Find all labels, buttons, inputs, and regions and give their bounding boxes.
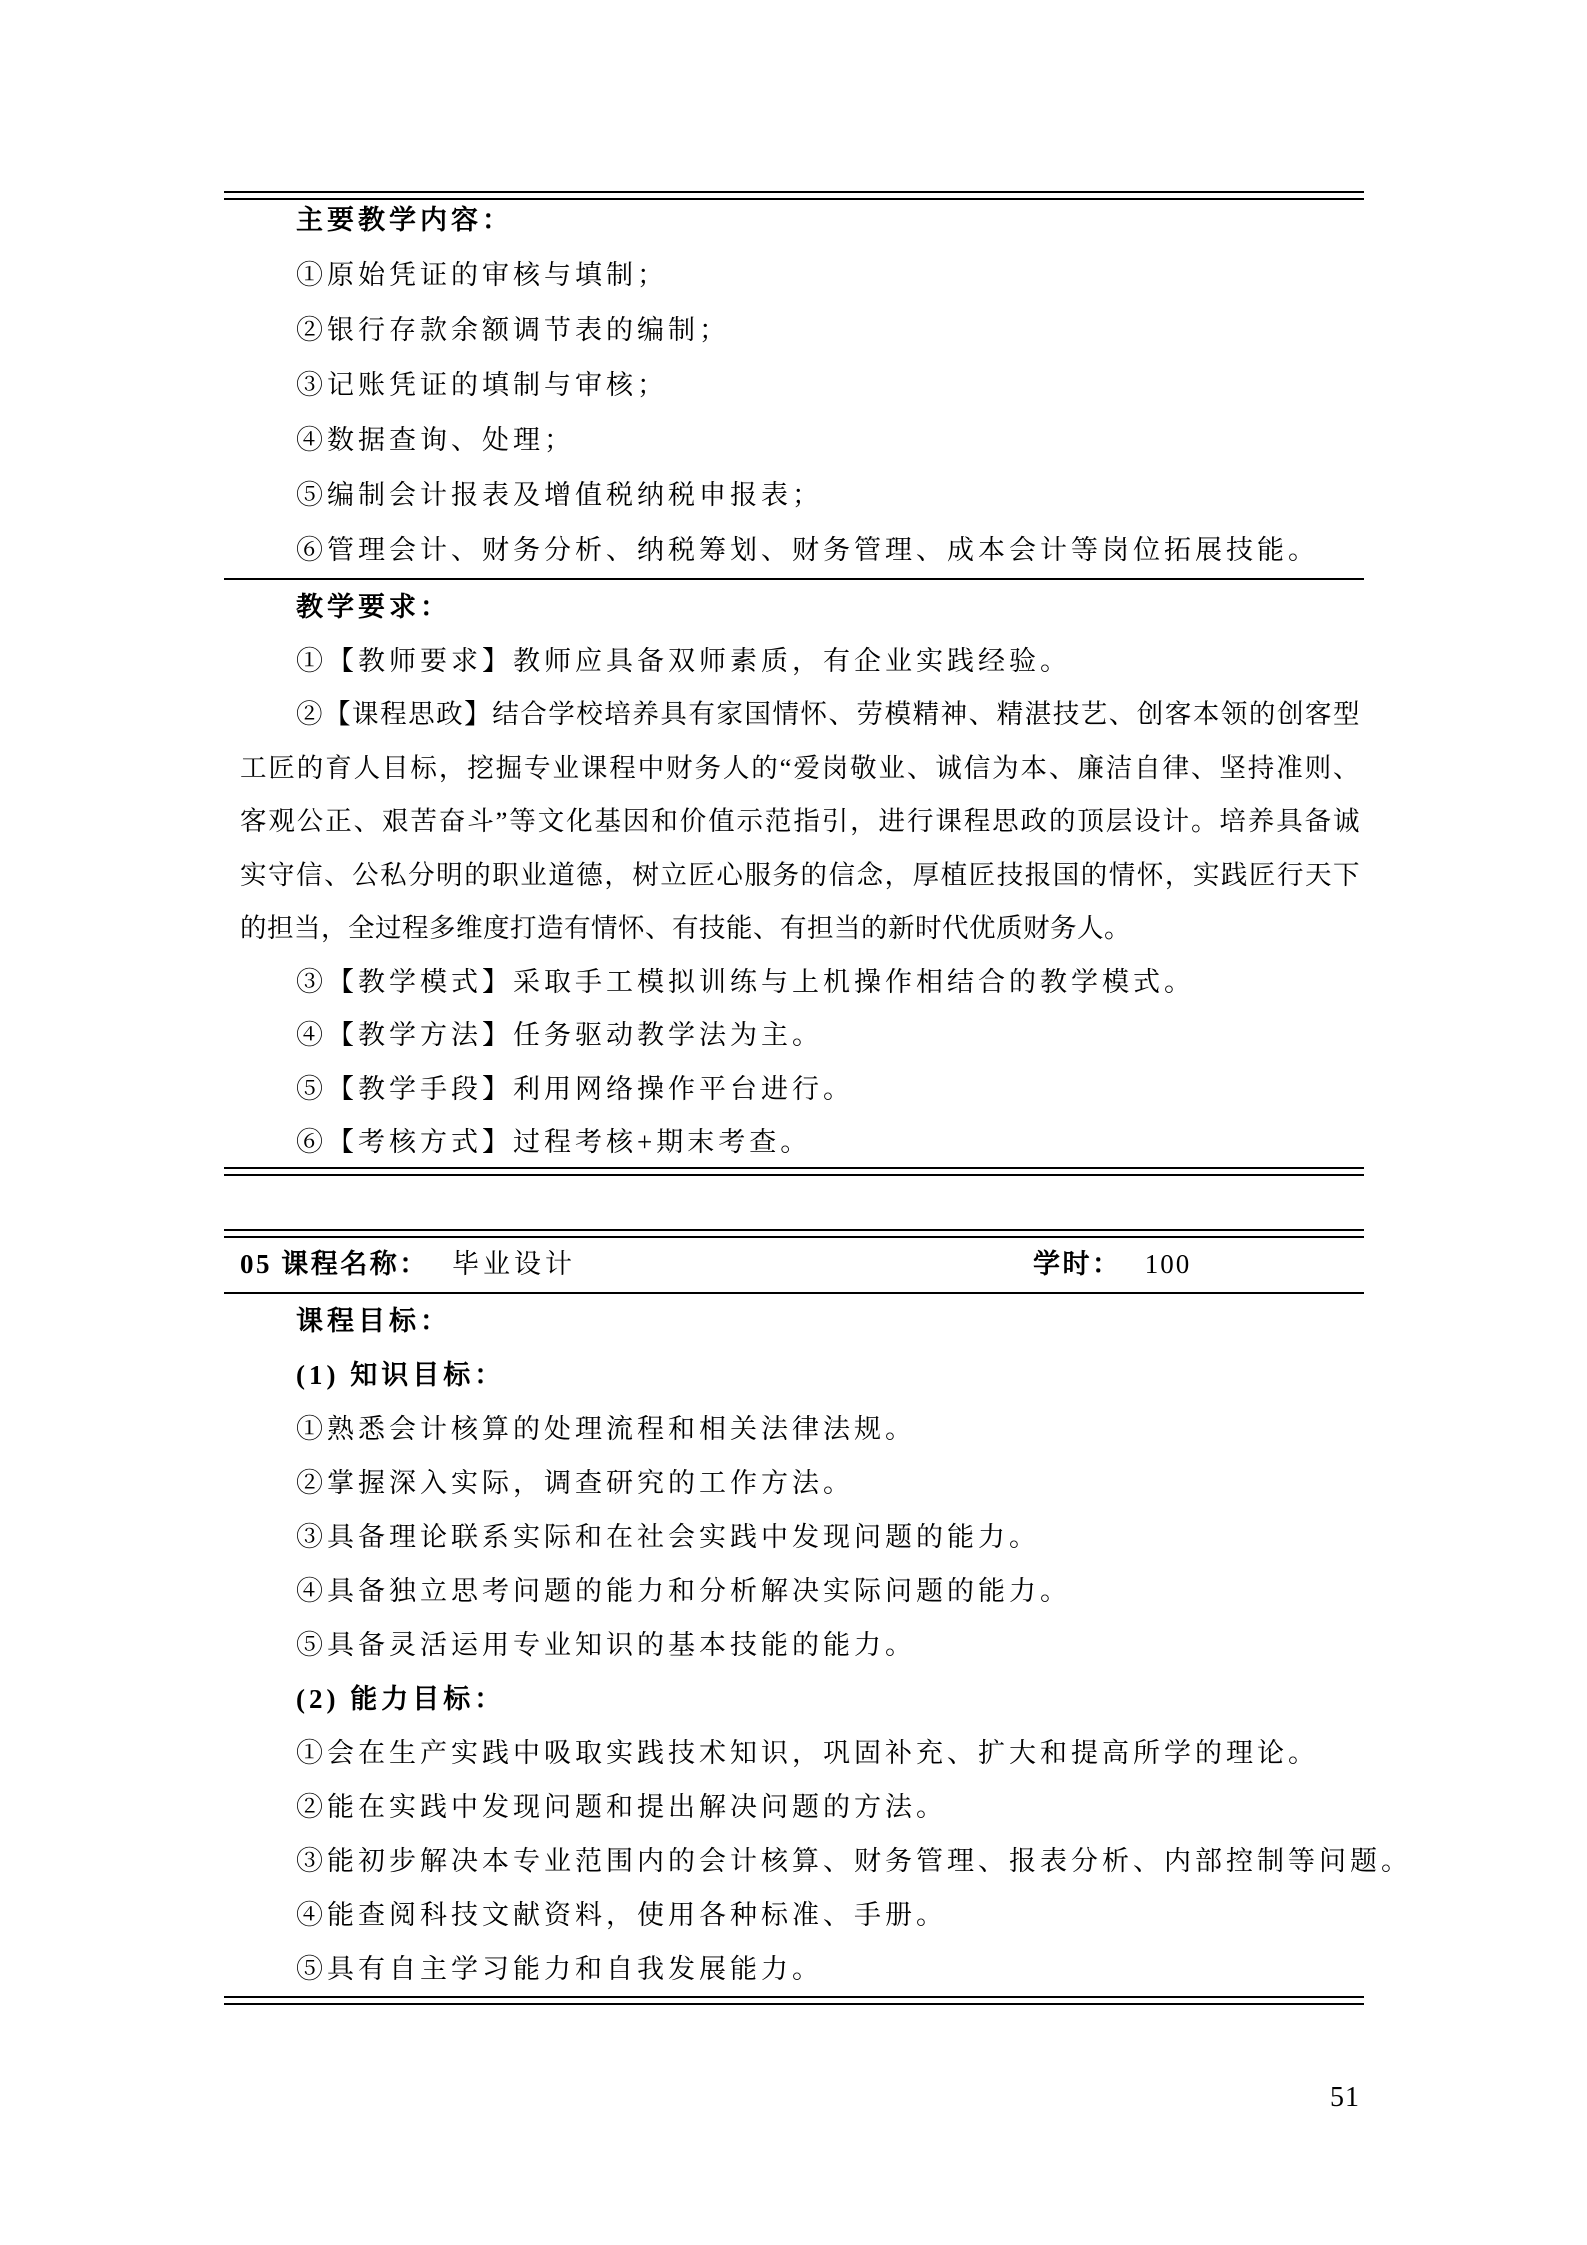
teaching-means-item: ⑤【教学手段】利用网络操作平台进行。	[296, 1073, 854, 1104]
teacher-requirement-item: ①【教师要求】教师应具备双师素质，有企业实践经验。	[296, 645, 1071, 676]
course-politics-paragraph-line-3: 客观公正、艰苦奋斗”等文化基因和价值示范指引，进行课程思政的顶层设计。培养具备诚	[240, 806, 1360, 836]
hours-label: 学时：	[1033, 1249, 1122, 1279]
course-title-group	[240, 1237, 576, 1292]
course-politics-paragraph-line-2: 工匠的育人目标，挖掘专业课程中财务人的“爱岗敬业、诚信为本、廉洁自律、坚持准则、	[240, 752, 1360, 783]
ability-objective-item-3: ③能初步解决本专业范围内的会计核算、财务管理、报表分析、内部控制等问题。	[296, 1846, 1412, 1876]
assessment-item: ⑥【考核方式】过程考核+期末考查。	[296, 1127, 812, 1157]
course-politics-paragraph-line-4: 实守信、公私分明的职业道德，树立匠心服务的信念，厚植匠技报国的情怀，实践匠行天下	[240, 859, 1360, 890]
course-header-row	[240, 1237, 1360, 1292]
ability-objectives-label: (2) 能力目标：	[296, 1684, 506, 1714]
hours-value: 100	[1144, 1249, 1192, 1279]
knowledge-objective-item-4: ④具备独立思考问题的能力和分析解决实际问题的能力。	[296, 1576, 1071, 1606]
ability-objective-item-4: ④能查阅科技文献资料，使用各种标准、手册。	[296, 1900, 947, 1930]
teaching-content-heading: 主要教学内容：	[296, 205, 513, 235]
teaching-content-item-3: ③记账凭证的填制与审核；	[296, 370, 668, 400]
course-number-label: 05 课程名称：	[240, 1249, 429, 1279]
page-number: 51	[1330, 2082, 1360, 2113]
teaching-content-item-4: ④数据查询、处理；	[296, 425, 575, 455]
teaching-requirements-heading: 教学要求：	[296, 592, 451, 622]
teaching-content-item-5: ⑤编制会计报表及增值税纳税申报表；	[296, 480, 823, 510]
knowledge-objective-item-1: ①熟悉会计核算的处理流程和相关法律法规。	[296, 1414, 916, 1444]
knowledge-objective-item-5: ⑤具备灵活运用专业知识的基本技能的能力。	[296, 1630, 916, 1660]
teaching-content-item-2: ②银行存款余额调节表的编制；	[296, 315, 730, 345]
divider-bottom-double	[224, 1996, 1364, 2005]
course-hours-group	[1033, 1237, 1191, 1292]
section-course-objectives	[240, 1294, 1412, 1996]
teaching-mode-item: ③【教学模式】采取手工模拟训练与上机操作相结合的教学模式。	[296, 966, 1195, 997]
divider-after-teaching-content	[224, 578, 1364, 580]
section-teaching-requirements	[240, 581, 1360, 1170]
knowledge-objective-item-3: ③具备理论联系实际和在社会实践中发现问题的能力。	[296, 1522, 1040, 1552]
course-politics-paragraph-line-1: ②【课程思政】结合学校培养具有家国情怀、劳模精神、精湛技艺、创客本领的创客型	[296, 699, 1360, 729]
ability-objective-item-1: ①会在生产实践中吸取实践技术知识，巩固补充、扩大和提高所学的理论。	[296, 1738, 1319, 1768]
course-politics-paragraph-line-5: 的担当，全过程多维度打造有情怀、有技能、有担当的新时代优质财务人。	[240, 913, 1131, 943]
course-name-value: 毕业设计	[452, 1249, 576, 1279]
knowledge-objective-item-2: ②掌握深入实际，调查研究的工作方法。	[296, 1468, 854, 1498]
teaching-content-item-1: ①原始凭证的审核与填制；	[296, 260, 668, 290]
section-teaching-content	[240, 193, 1360, 578]
teaching-method-item: ④【教学方法】任务驱动教学法为主。	[296, 1020, 823, 1050]
ability-objective-item-5: ⑤具有自主学习能力和自我发展能力。	[296, 1954, 823, 1984]
teaching-content-item-6: ⑥管理会计、财务分析、纳税筹划、财务管理、成本会计等岗位拓展技能。	[296, 535, 1319, 565]
ability-objective-item-2: ②能在实践中发现问题和提出解决问题的方法。	[296, 1792, 947, 1822]
knowledge-objectives-label: (1) 知识目标：	[296, 1360, 506, 1390]
divider-end-of-course-block	[224, 1167, 1364, 1176]
course-objectives-heading: 课程目标：	[296, 1306, 451, 1336]
